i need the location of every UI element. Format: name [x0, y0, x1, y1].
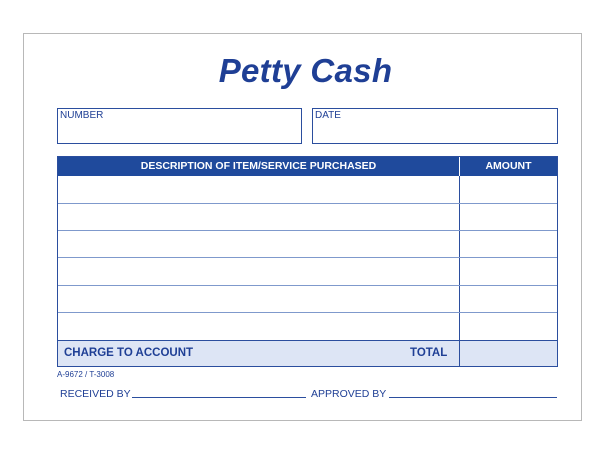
footer-divider [459, 340, 460, 366]
date-label: DATE [315, 110, 341, 121]
column-divider [459, 157, 460, 366]
charge-to-account-label: CHARGE TO ACCOUNT [64, 347, 194, 359]
number-label: NUMBER [60, 110, 104, 121]
description-header: DESCRIPTION OF ITEM/SERVICE PURCHASED [140, 160, 377, 172]
received-by-line[interactable] [132, 397, 306, 398]
row-line [58, 257, 557, 258]
row-line [58, 312, 557, 313]
received-by-label: RECEIVED BY [60, 388, 131, 400]
approved-by-line[interactable] [389, 397, 557, 398]
date-field[interactable] [312, 108, 558, 144]
header-divider [459, 157, 460, 176]
total-label: TOTAL [410, 347, 448, 359]
table-footer [58, 340, 557, 366]
form-code: A-9672 / T-3008 [57, 370, 115, 379]
form-title: Petty Cash [218, 52, 393, 89]
amount-header: AMOUNT [485, 160, 532, 172]
row-line [58, 230, 557, 231]
row-line [58, 285, 557, 286]
number-field[interactable] [57, 108, 302, 144]
purchase-table [57, 156, 558, 367]
row-line [58, 203, 557, 204]
table-header [58, 157, 557, 176]
approved-by-label: APPROVED BY [311, 388, 387, 400]
